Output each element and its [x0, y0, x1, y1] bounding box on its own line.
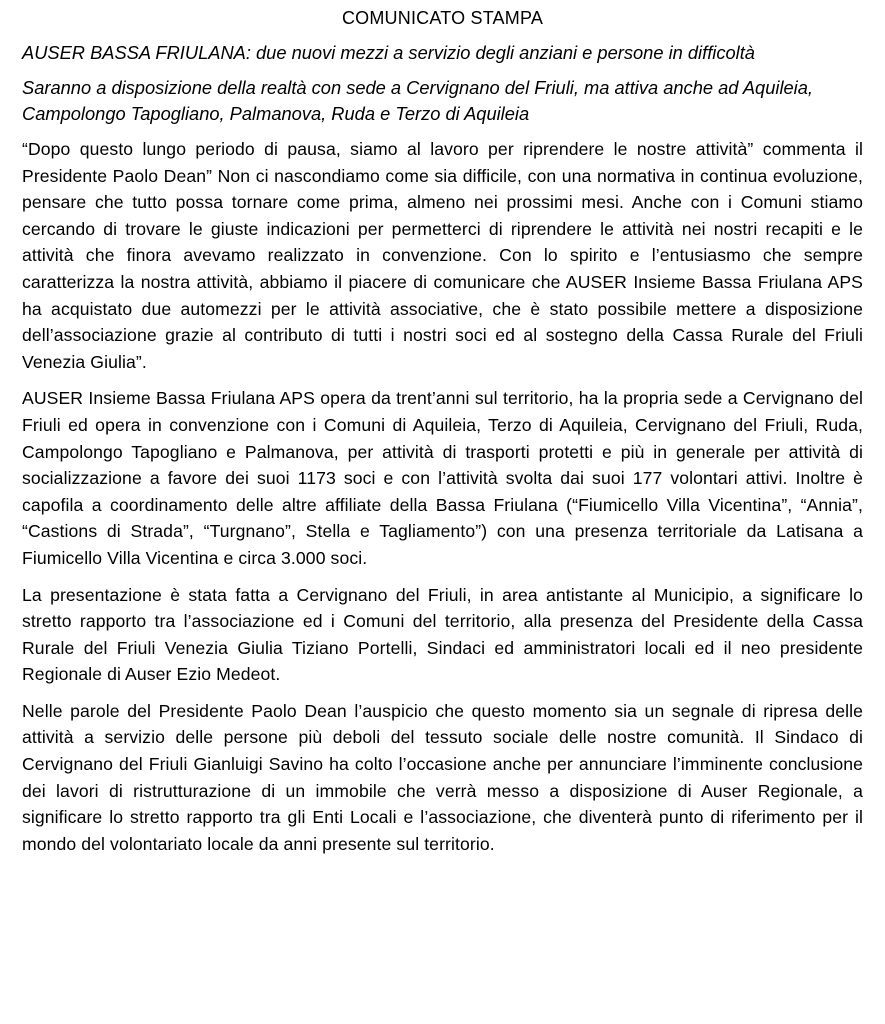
body-paragraph-4: Nelle parole del Presidente Paolo Dean l’auspicio che questo momento sia un segnale di ripresa delle attività a servizio delle persone più deboli del tessuto sociale delle nostre comunità. Il Sindaco di Cervignano del Friuli Gianluigi Savino ha colto l’occasione anche per annunciare l’imminente conclusione dei lavori di ristrutturazione di un immobile che verrà messo a disposizione di Auser Regionale, a significare lo stretto rapporto tra gli Enti Locali e l’associazione, che diventerà punto di riferimento per il mondo del volontariato locale da anni presente sul territorio. [22, 700, 863, 854]
body-paragraph-3: La presentazione è stata fatta a Cervignano del Friuli, in area antistante al Municipio, a significare lo stretto rapporto tra l’associazione ed i Comuni del territorio, alla presenza del Presidente della Cassa Rurale del Friuli Venezia Giulia Tiziano Portelli, Sindaci ed amministratori locali ed il neo presidente Regionale di Auser Ezio Medeot. [22, 584, 863, 685]
body-paragraph-2: AUSER Insieme Bassa Friulana APS opera da trent’anni sul territorio, ha la propria sede a Cervignano del Friuli ed opera in convenzione con i Comuni di Aquileia, Terzo di Aquileia, Cervignano del Friuli, Ruda, Campolongo Tapogliano e Palmanova, per attività di trasporti protetti e più in generale per attività di socializzazione a favore dei suoi 1173 soci e con l’attività svolta dai suoi 177 volontari attivi. Inoltre è capofila a coordinamento delle altre affiliate della Bassa Friulana (“Fiumicello Villa Vicentina”, “Annia”, “Castions di Strada”, “Turgnano”, Stella e Tagliamento”) con una presenza territoriale da Latisana a Fiumicello Villa Vicentina e circa 3.000 soci. [22, 388, 863, 568]
document-heading: COMUNICATO STAMPA [341, 8, 544, 28]
body-paragraph-1: “Dopo questo lungo periodo di pausa, siamo al lavoro per riprendere le nostre attività” commenta il Presidente Paolo Dean” Non ci nascondiamo come sia difficile, con una normativa in continua evoluzione, pensare che tutto possa tornare come prima, almeno nei prossimi mesi. Anche con i Comuni stiamo cercando di trovare le giuste indicazioni per permetterci di riprendere le attività nei nostri recapiti e le attività che finora avevamo realizzato in convenzione. Con lo spirito e l’entusiasmo che sempre caratterizza la nostra attività, abbiamo il piacere di comunicare che AUSER Insieme Bassa Friulana APS ha acquistato due automezzi per le attività associative, che è stato possibile mettere a disposizione dell’associazione grazie al contributo di tutti i nostri soci ed al sostegno della Cassa Rurale del Friuli Venezia Giulia”. [22, 139, 863, 372]
document-title: AUSER BASSA FRIULANA: due nuovi mezzi a servizio degli anziani e persone in difficoltà [22, 42, 755, 63]
document-subtitle: Saranno a disposizione della realtà con sede a Cervignano del Friuli, ma attiva anche ad Aquileia, Campolongo Tapogliano, Palmanova, Ruda e Terzo di Aquileia [22, 77, 813, 124]
